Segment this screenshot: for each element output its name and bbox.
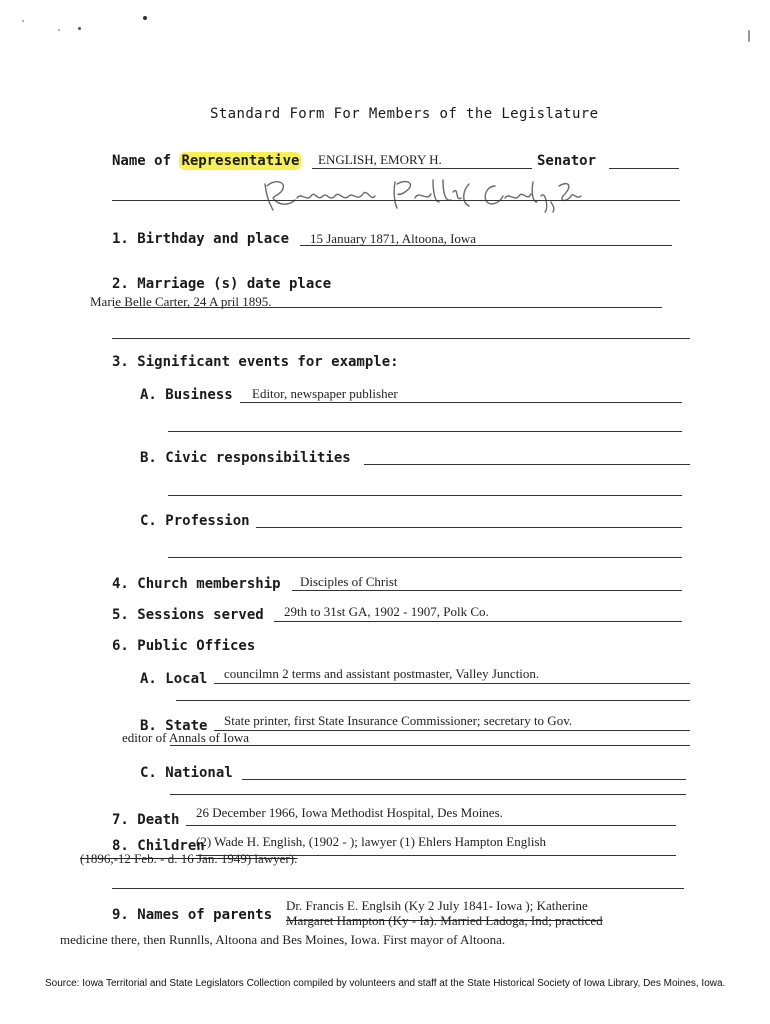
state-label: B. State — [140, 718, 208, 734]
children-label: 8. Children — [112, 838, 205, 854]
death-line — [186, 825, 676, 826]
marriage-line — [114, 307, 662, 308]
parents-value-3: medicine there, then Runnlls, Altoona and Bes Moines, Iowa. First mayor of Altoona. — [60, 932, 506, 947]
church-line — [292, 590, 682, 591]
civic-line-2 — [168, 495, 682, 496]
scan-speck — [58, 29, 60, 31]
local-line-2 — [176, 700, 690, 701]
scan-speck — [748, 30, 750, 42]
state-value: State printer, first State Insurance Commissioner; secretary to Gov. — [224, 713, 573, 728]
birthday-value: 15 January 1871, Altoona, Iowa — [310, 231, 477, 246]
senator-line — [609, 168, 679, 169]
sessions-label: 5. Sessions served — [112, 607, 264, 623]
sessions-value: 29th to 31st GA, 1902 - 1907, Polk Co. — [284, 604, 489, 619]
local-value: councilmn 2 terms and assistant postmaster, Valley Junction. — [224, 666, 540, 681]
representative-highlight: Representative — [181, 153, 300, 169]
marriage-label: 2. Marriage (s) date place — [112, 276, 332, 292]
state-value-2: editor of Annals of Iowa — [122, 730, 250, 745]
name-label-prefix: Name of — [112, 153, 172, 169]
business-line-2 — [168, 431, 682, 432]
handwritten-signature — [255, 172, 585, 214]
name-label — [112, 153, 301, 169]
significant-events-label: 3. Significant events for example: — [112, 354, 399, 370]
marriage-line-2 — [112, 338, 690, 339]
civic-line — [364, 464, 690, 465]
birthday-line — [300, 245, 672, 246]
page-title: Standard Form For Members of the Legislature — [210, 106, 599, 122]
business-value: Editor, newspaper publisher — [252, 386, 398, 401]
national-label: C. National — [140, 765, 233, 781]
public-offices-label: 6. Public Offices — [112, 638, 256, 654]
name-line — [312, 168, 532, 169]
senator-label: Senator — [537, 153, 597, 169]
representative-name: ENGLISH, EMORY H. — [318, 152, 442, 167]
profession-line — [256, 527, 682, 528]
birthday-label: 1. Birthday and place — [112, 231, 290, 247]
children-line-2 — [112, 888, 684, 889]
state-line-2 — [170, 745, 690, 746]
death-label: 7. Death — [112, 812, 180, 828]
parents-label: 9. Names of parents — [112, 907, 273, 923]
church-label: 4. Church membership — [112, 576, 281, 592]
profession-line-2 — [168, 557, 682, 558]
source-caption: Source: Iowa Territorial and State Legislators Collection compiled by volunteers and staff at the State Historical Society of Iowa Library, Des Moines, Iowa. — [45, 978, 726, 989]
church-value: Disciples of Christ — [300, 574, 398, 589]
parents-value-2: Margaret Hampton (Ky - Ia). Married Ladoga, Ind; practiced — [286, 913, 603, 928]
business-line — [240, 402, 682, 403]
scan-speck — [143, 16, 147, 20]
scan-speck — [78, 27, 81, 30]
business-label: A. Business — [140, 387, 233, 403]
civic-label: B. Civic responsibilities — [140, 450, 351, 466]
death-value: 26 December 1966, Iowa Methodist Hospital, Des Moines. — [196, 805, 503, 820]
national-line-2 — [170, 794, 686, 795]
children-value-2: (1896,-12 Feb. - d. 16 Jan. 1949) lawyer). — [80, 851, 298, 866]
note-line — [112, 200, 680, 201]
national-line — [242, 779, 686, 780]
local-label: A. Local — [140, 671, 208, 687]
children-value: (2) Wade H. English, (1902 - ); lawyer (1) Ehlers Hampton English — [196, 834, 546, 849]
local-line — [214, 683, 690, 684]
children-line — [196, 855, 676, 856]
parents-value: Dr. Francis E. Englsih (Ky 2 July 1841- Iowa ); Katherine — [286, 898, 588, 913]
sessions-line — [274, 621, 682, 622]
profession-label: C. Profession — [140, 513, 250, 529]
state-line — [214, 730, 690, 731]
marriage-value: Marie Belle Carter, 24 A pril 1895. — [90, 294, 272, 309]
scan-speck — [22, 20, 24, 22]
